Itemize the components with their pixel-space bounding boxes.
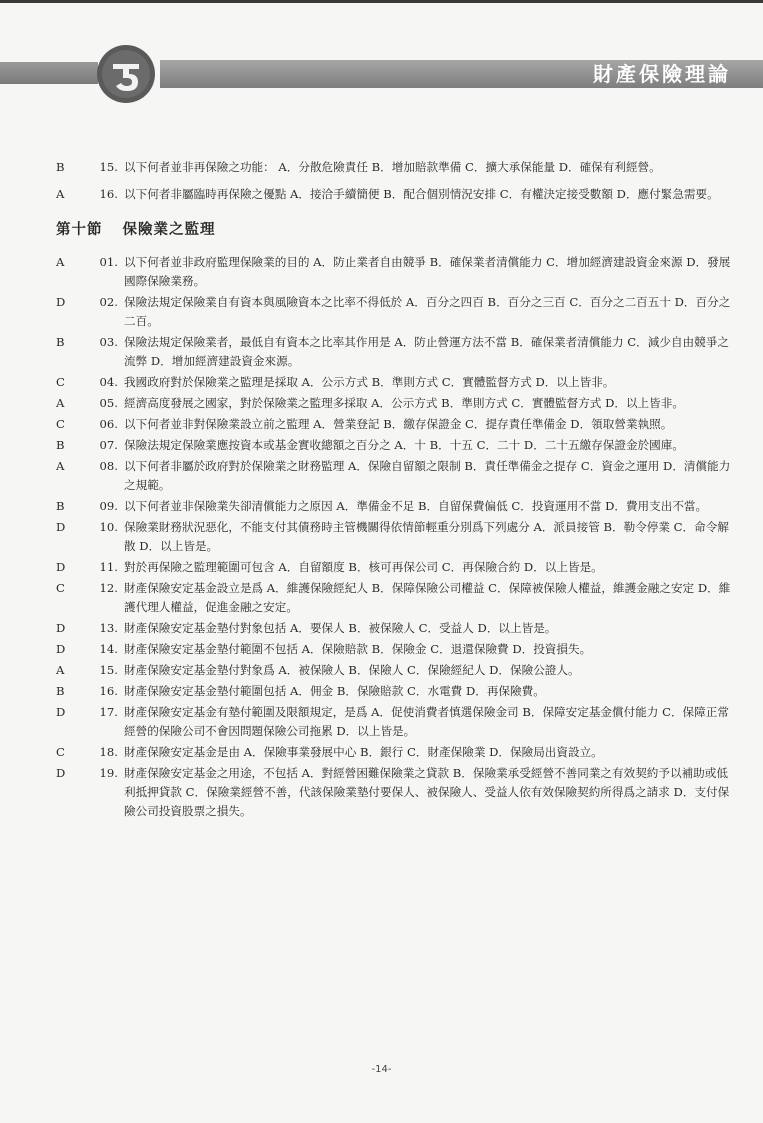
question-item (56, 415, 732, 434)
question-content (56, 158, 732, 823)
question-item (56, 558, 732, 577)
question-number: 16. (99, 684, 118, 698)
question-text: 保險法規定保險業自有資本與風險資本之比率不得低於 A．百分之四百 B．百分之三百 C．百分之二百五十 D．百分之二百。 (124, 295, 731, 328)
answer-key: B (56, 335, 65, 349)
question-text: 財產保險安定基金是由 A．保險事業發展中心 B．銀行 C．財產保險業 D．保險局出資設立。 (124, 745, 603, 759)
answer-key: B (56, 438, 65, 452)
question-number: 09. (99, 499, 118, 513)
question-text: 以下何者並非保險業失卻清償能力之原因 A．準備金不足 B．自留保費偏低 C．投資運用不當 D．費用支出不當。 (124, 499, 708, 513)
question-text: 財產保險安定基金墊付範圍包括 A．佣金 B．保險賠款 C．水電費 D．再保險費。 (124, 684, 545, 698)
question-text: 我國政府對於保險業之監理是採取 A．公示方式 B．準則方式 C．實體監督方式 D．以上皆非。 (124, 375, 615, 389)
question-text: 以下何者非屬於政府對於保險業之財務監理 A．保險自留額之限制 B．責任準備金之提存 C．資金之運用 D．清償能力之規範。 (124, 459, 731, 492)
question-text: 財產保險安定基金墊付範圍不包括 A．保險賠款 B．保險金 C．退還保險費 D．投資損失。 (124, 642, 592, 656)
question-item (56, 640, 732, 659)
question-item (56, 703, 732, 741)
question-item (56, 253, 732, 291)
question-text: 財產保險安定基金之用途，不包括 A．對經營困難保險業之貸款 B．保險業承受經營不善同業之有效契約予以補助或低利抵押貸款 C．保險業經營不善，代該保險業墊付要保人、被保險人、受益人依有效保險契約所得爲之請求 D．支付保險公司投資股票之損失。 (124, 766, 730, 818)
question-number: 18. (99, 745, 118, 759)
answer-key: B (56, 160, 65, 174)
answer-key: D (56, 520, 66, 534)
answer-key: B (56, 684, 65, 698)
page-number: -14- (371, 1064, 392, 1075)
question-number: 19. (99, 766, 118, 780)
question-number: 10. (99, 520, 118, 534)
question-text: 財產保險安定基金有墊付範圍及限額規定，是爲 A．促使消費者慎選保險金司 B．保障安定基金償付能力 C．保障正常經營的保險公司不會因問題保險公司拖累 D．以上皆是。 (124, 705, 729, 738)
question-number: 07. (99, 438, 118, 452)
answer-key: A (56, 255, 65, 269)
question-number: 12. (99, 581, 118, 595)
question-text: 保險法規定保險業者，最低自有資本之比率其作用是 A．防止營運方法不當 B．確保業者清償能力 C．減少自由競爭之流弊 D．增加經濟建設資金來源。 (124, 335, 729, 368)
answer-key: B (56, 499, 65, 513)
question-item (56, 185, 732, 204)
question-number: 15. (99, 160, 118, 174)
question-text: 財產保險安定基金設立是爲 A．維護保險經紀人 B．保障保險公司權益 C．保障被保險人權益，維護金融之安定 D．維護代理人權益，促進金融之安定。 (124, 581, 731, 614)
question-item (56, 619, 732, 638)
question-number: 02. (99, 295, 118, 309)
answer-key: D (56, 621, 66, 635)
question-number: 06. (99, 417, 118, 431)
answer-key: C (56, 581, 65, 595)
question-text: 經濟高度發展之國家，對於保險業之監理多採取 A．公示方式 B．準則方式 C．實體監督方式 D．以上皆非。 (124, 396, 684, 410)
question-item (56, 661, 732, 680)
logo-icon (96, 44, 156, 104)
section-title: 保險業之監理 (122, 221, 216, 238)
answer-key: A (56, 663, 65, 677)
answer-key: A (56, 396, 65, 410)
question-item (56, 333, 732, 371)
question-text: 保險業財務狀況惡化，不能支付其債務時主管機關得依情節輕重分別爲下列處分 A．派員接管 B．勒令停業 C．命令解散 D．以上皆是。 (124, 520, 729, 553)
answer-key: D (56, 295, 66, 309)
question-list-top (56, 158, 732, 204)
question-item (56, 436, 732, 455)
question-text: 以下何者並非政府監理保險業的目的 A．防止業者自由競爭 B．確保業者清償能力 C．增加經濟建設資金來源 D．發展國際保險業務。 (124, 255, 731, 288)
question-text: 財產保險安定基金墊付對象爲 A．被保險人 B．保險人 C．保險經紀人 D．保險公證人。 (124, 663, 580, 677)
question-number: 01. (99, 255, 118, 269)
section-heading (56, 220, 732, 239)
question-text: 財產保險安定基金墊付對象包括 A．要保人 B．被保險人 C．受益人 D．以上皆是。 (124, 621, 557, 635)
question-text: 保險法規定保險業應按資本或基金實收總額之百分之 A．十 B．十五 C．二十 D．二十五繳存保證金於國庫。 (124, 438, 684, 452)
question-number: 11. (99, 560, 118, 574)
question-item (56, 373, 732, 392)
question-text: 以下何者並非對保險業設立前之監理 A．營業登記 B．繳存保證金 C．提存責任準備金 D．領取營業執照。 (124, 417, 673, 431)
answer-key: A (56, 459, 65, 473)
question-item (56, 579, 732, 617)
question-text: 對於再保險之監理範圍可包含 A．自留額度 B．核可再保公司 C．再保險合約 D．以上皆是。 (124, 560, 603, 574)
book-title: 財產保險理論 (593, 62, 731, 86)
question-item (56, 457, 732, 495)
question-item (56, 394, 732, 413)
question-number: 14. (99, 642, 118, 656)
question-item (56, 682, 732, 701)
question-number: 17. (99, 705, 118, 719)
header-bar-left (0, 62, 98, 84)
question-number: 05. (99, 396, 118, 410)
answer-key: C (56, 745, 65, 759)
question-item (56, 158, 732, 177)
answer-key: D (56, 705, 66, 719)
question-number: 08. (99, 459, 118, 473)
question-number: 03. (99, 335, 118, 349)
answer-key: D (56, 766, 66, 780)
question-list (56, 253, 732, 821)
answer-key: D (56, 642, 66, 656)
answer-key: D (56, 560, 66, 574)
top-border (0, 0, 763, 3)
question-item (56, 764, 732, 821)
question-number: 16. (99, 187, 118, 201)
question-number: 04. (99, 375, 118, 389)
section-label: 第十節 (56, 221, 103, 238)
question-text: 以下何者並非再保險之功能： A．分散危險責任 B．增加賠款準備 C．擴大承保能量 D．確保有利經營。 (124, 160, 661, 174)
answer-key: C (56, 375, 65, 389)
question-number: 15. (99, 663, 118, 677)
question-item (56, 497, 732, 516)
answer-key: A (56, 187, 65, 201)
question-item (56, 518, 732, 556)
answer-key: C (56, 417, 65, 431)
question-item (56, 293, 732, 331)
question-number: 13. (99, 621, 118, 635)
question-text: 以下何者非屬臨時再保險之優點 A．接洽手續簡便 B．配合個別情況安排 C．有權決定接受數額 D．應付緊急需要。 (124, 187, 719, 201)
question-item (56, 743, 732, 762)
